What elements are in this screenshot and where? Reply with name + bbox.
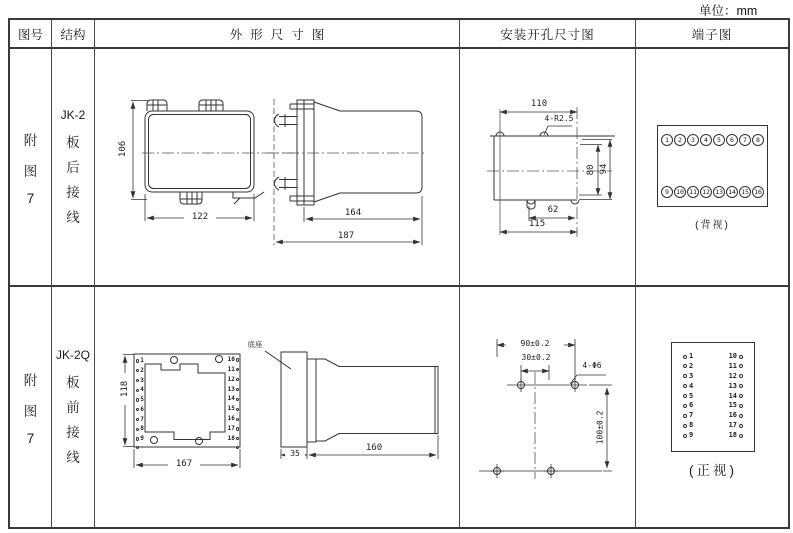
dim-top-width: 110 [530,99,548,109]
mounting-drawing-cell-row1 [460,49,636,287]
terminal-number: 11 [728,361,737,370]
spec-table [8,18,790,529]
panel-terminal [136,358,144,364]
structure-char: 板 [66,375,80,390]
panel-terminal [228,436,239,442]
terminal-number: 5 [689,391,694,400]
panel-terminal-number: 7 [140,415,144,423]
terminal-hole-icon [136,418,139,421]
terminal-hole-icon [739,414,743,418]
fig-no-char: 图 [23,163,38,179]
terminal-hole-icon [236,446,239,449]
terminal-hole-icon [236,388,239,391]
terminal-pin [729,373,743,380]
terminal-pin [683,432,693,439]
panel-terminal-number: 12 [227,375,235,383]
dim-total-length: 187 [337,231,355,241]
dim-slot-width: 62 [547,205,559,215]
fig-no-char: 7 [26,190,35,206]
terminal-box-front [671,342,755,452]
terminal-hole-icon [739,364,743,368]
panel-terminal [228,357,239,363]
terminal-pin [729,353,743,360]
model-label: JK-2Q [55,348,90,362]
panel-terminal-number: 14 [227,395,235,403]
dim-bottom-width: 115 [528,219,546,229]
panel-terminal-column-left [136,358,144,449]
panel-terminal [136,417,144,423]
terminal-hole-icon [236,398,239,401]
panel-terminal [136,407,144,413]
terminal-pin [683,422,693,429]
outline-drawing-svg-row2 [95,287,460,527]
terminal-column-right [729,353,743,439]
dim-vertical-span: 100±0.2 [597,400,606,454]
terminal-hole-icon [136,389,139,392]
structure-text [66,371,80,466]
panel-terminal-number: 15 [227,405,235,413]
terminal-number: 17 [728,421,737,430]
terminal-hole-icon [236,358,239,361]
outline-drawing-cell-row2 [95,287,460,527]
terminal-hole-icon [683,394,687,398]
terminal-pin [683,363,693,370]
terminal-number: 15 [728,401,737,410]
terminal-hole-icon [236,427,239,430]
dim-hole-spec: 4-R2.5 [544,114,574,123]
fig-no-text [24,369,38,446]
panel-terminal-number: 11 [227,365,235,373]
terminal-pin [729,402,743,409]
panel-terminal [235,446,239,449]
terminal-pin: 6 [726,134,738,146]
terminal-hole-icon [236,408,239,411]
terminal-hole-icon [136,428,139,431]
terminal-hole-icon [136,437,139,440]
dim-hole-spec: 4-Φ6 [582,361,602,370]
dim-width: 122 [184,213,216,223]
panel-terminal [228,426,239,432]
terminal-pin [683,383,693,390]
panel-terminal-column-right [222,357,239,449]
terminal-number: 16 [728,411,737,420]
terminal-hole-icon [683,374,687,378]
panel-terminal [228,396,239,402]
terminal-hole-icon [236,368,239,371]
structure-char: 板 [66,135,80,150]
terminal-number: 6 [689,401,694,410]
header-mounting: 安装开孔尺寸图 [460,20,636,49]
panel-terminal [228,387,239,393]
panel-terminal [136,446,144,449]
unit-label: 单位：mm [699,4,758,18]
structure-text [66,131,80,226]
panel-terminal-number: 16 [227,415,235,423]
terminal-pin: 11 [687,186,699,198]
structure-char: 接 [66,185,80,200]
structure-char: 前 [66,400,80,415]
terminal-pin: 9 [661,186,673,198]
terminal-pin [729,393,743,400]
terminal-hole-icon [739,434,743,438]
terminal-hole-icon [739,355,743,359]
panel-terminal [136,387,144,393]
structure-cell-row2 [52,287,95,527]
view-caption-front: (正视) [689,463,737,478]
terminal-hole-icon [683,434,687,438]
fig-no-cell-row1 [10,49,52,287]
panel-terminal-number: 17 [227,425,235,433]
structure-char: 线 [66,210,80,225]
terminal-hole-icon [739,394,743,398]
terminal-pin: 16 [752,186,764,198]
terminal-pin: 13 [713,186,725,198]
mounting-drawing-cell-row2 [460,287,636,527]
structure-char: 接 [66,425,80,440]
dim-horizontal-span: 90±0.2 [506,340,564,349]
terminal-hole-icon [136,379,139,382]
panel-terminal [136,378,144,384]
terminal-hole-icon [683,384,687,388]
fig-no-text [24,129,38,206]
terminal-cell-row1 [636,49,788,287]
mounting-drawing-svg-row2 [460,287,636,527]
outline-drawing-cell-row1 [95,49,460,287]
terminal-hole-icon [236,437,239,440]
fig-no-char: 附 [23,132,38,148]
header-terminal: 端子图 [636,20,788,49]
panel-terminal [136,436,144,442]
dim-body-length: 164 [344,208,362,218]
terminal-pin: 5 [713,134,725,146]
header-fig-no: 图号 [10,20,52,49]
terminal-hole-icon [136,446,139,449]
panel-terminal [228,367,239,373]
panel-terminal-number: 2 [140,366,144,374]
terminal-hole-icon [683,364,687,368]
terminal-pin: 14 [726,186,738,198]
terminal-hole-icon [683,414,687,418]
terminal-hole-icon [739,424,743,428]
terminal-hole-icon [739,404,743,408]
dim-outer-height: 94 [599,163,610,175]
terminal-pin: 8 [752,134,764,146]
terminal-hole-icon [136,398,139,401]
terminal-number: 7 [689,411,694,420]
panel-terminal-number: 13 [227,385,235,393]
terminal-pin: 12 [700,186,712,198]
terminal-hole-icon [136,408,139,411]
dim-height: 118 [121,373,131,405]
model-label: JK-2 [60,108,86,122]
terminal-pin: 4 [700,134,712,146]
dim-horizontal-inner: 30±0.2 [521,353,551,362]
dim-inner-height: 80 [586,164,597,176]
terminal-pin [683,402,693,409]
terminal-hole-icon [236,418,239,421]
panel-terminal-number: 18 [227,434,235,442]
terminal-hole-icon [683,424,687,428]
terminal-number: 2 [689,361,694,370]
terminal-pin [729,432,743,439]
panel-terminal-number: 1 [140,357,144,364]
terminal-hole-icon [136,359,139,362]
dim-width: 167 [168,460,200,470]
terminal-hole-icon [236,378,239,381]
terminal-pin [729,412,743,419]
panel-terminal-number: 5 [140,396,144,403]
base-label: 底座 [247,340,263,349]
outline-drawing-svg-row1 [95,49,460,287]
terminal-pin [729,363,743,370]
terminal-row-top [661,134,764,146]
terminal-pin: 3 [687,134,699,146]
panel-terminal [228,416,239,422]
terminal-number: 10 [728,352,737,360]
terminal-number: 4 [689,381,694,390]
terminal-pin: 7 [739,134,751,146]
terminal-pin: 2 [674,134,686,146]
header-outline: 外形尺寸图 [95,20,460,49]
terminal-number: 9 [689,431,694,439]
structure-cell-row1 [52,49,95,287]
view-caption-rear: (背视) [695,220,730,231]
terminal-hole-icon [739,384,743,388]
panel-terminal-number: 4 [140,386,144,394]
panel-terminal-number: 6 [140,405,144,413]
terminal-number: 14 [728,391,737,400]
panel-terminal [136,426,144,432]
structure-char: 后 [66,160,80,175]
terminal-hole-icon [683,404,687,408]
terminal-number: 8 [689,421,694,430]
terminal-pin: 10 [674,186,686,198]
terminal-number: 12 [728,371,737,380]
panel-terminal-number: 3 [140,376,144,384]
terminal-pin [683,353,693,360]
terminal-box-rear [657,125,768,207]
terminal-number: 18 [728,431,737,439]
fig-no-char: 7 [26,430,35,446]
terminal-number: 13 [728,381,737,390]
fig-no-char: 图 [23,403,38,419]
panel-terminal [228,377,239,383]
terminal-pin [683,412,693,419]
terminal-column-left [683,353,693,439]
terminal-number: 3 [689,371,694,380]
terminal-pin [683,373,693,380]
dim-body-length: 160 [365,443,383,453]
terminal-pin: 1 [661,134,673,146]
terminal-pin [729,383,743,390]
panel-terminal [136,397,144,403]
panel-terminal [136,368,144,374]
terminal-pin [729,422,743,429]
terminal-cell-row2 [636,287,788,527]
fig-no-char: 附 [23,372,38,388]
panel-terminal [228,406,239,412]
header-structure: 结构 [52,20,95,49]
terminal-hole-icon [739,374,743,378]
terminal-hole-icon [136,369,139,372]
terminal-pin: 15 [739,186,751,198]
panel-terminal-number: 9 [140,435,144,442]
dim-base-width: 35 [285,450,305,459]
terminal-number: 1 [689,352,694,360]
terminal-row-bottom [661,186,764,198]
terminal-hole-icon [683,355,687,359]
terminal-pin [683,393,693,400]
dim-height: 106 [119,133,129,165]
fig-no-cell-row2 [10,287,52,527]
panel-terminal-number: 8 [140,425,144,433]
panel-terminal-number: 10 [227,356,235,363]
structure-char: 线 [66,450,80,465]
